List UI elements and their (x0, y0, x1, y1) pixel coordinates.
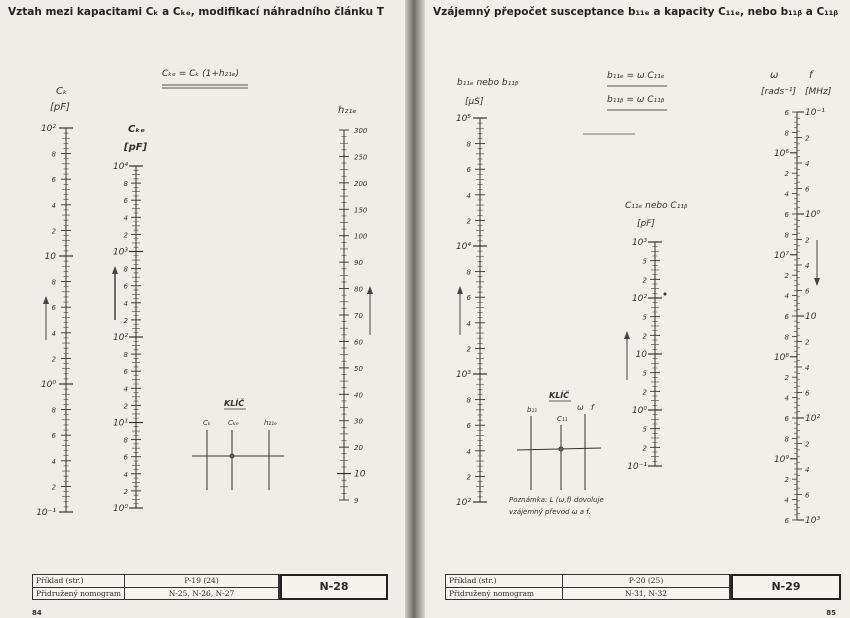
tick-label: 8 (784, 435, 789, 444)
tick-label: 10⁵ (455, 114, 471, 124)
tick-label: 6 (123, 282, 128, 291)
tick-label: 2 (642, 388, 647, 397)
c11-scale-unit: [pF] (637, 219, 655, 229)
tick-label: 6 (784, 109, 789, 117)
key-label-b11: b₁₁ (527, 406, 538, 414)
tick-label: 8 (51, 406, 56, 415)
key-title: KLÍČ (224, 399, 245, 408)
tick-label: 2 (784, 374, 789, 383)
tick-label: 6 (51, 432, 56, 441)
tick-label: 8 (51, 150, 56, 159)
f-scale-label: f (809, 70, 813, 81)
tick-label: 5 (642, 425, 647, 434)
tick-label: 4 (123, 214, 128, 223)
tick-label: 2 (51, 355, 56, 364)
footer-related-label: Přidružený nomogram (446, 587, 563, 599)
tick-label: 10² (455, 498, 471, 508)
tick-label: 10³ (112, 247, 128, 258)
tick-label: 8 (784, 333, 789, 342)
tick-label: 8 (123, 351, 128, 360)
left-page (0, 0, 412, 618)
tick-label: 2 (123, 231, 128, 240)
tick-label: 8 (466, 268, 471, 277)
tick-label: 10² (805, 414, 821, 424)
tick-label: 4 (805, 364, 810, 372)
tick-label: 10² (631, 294, 647, 304)
tick-label: 80 (354, 285, 363, 294)
right-formula-1: b₁₁ₑ = ω C₁₁ₑ (607, 71, 665, 81)
tick-label: 10⁰ (40, 380, 56, 390)
tick-label: 4 (805, 262, 810, 270)
tick-label: 10 (44, 252, 56, 262)
tick-label: 4 (123, 385, 128, 394)
tick-label: 6 (51, 304, 56, 313)
direction-arrow-head (814, 278, 820, 286)
tick-label: 2 (51, 483, 56, 492)
tick-label: 2 (466, 473, 471, 482)
c11-scale-label: C₁₁ₑ nebo C₁₁ᵦ (625, 201, 688, 211)
b11-scale (456, 114, 487, 508)
tick-label: 2 (123, 402, 128, 411)
tick-label: 2 (123, 316, 128, 325)
left-key (192, 397, 284, 490)
tick-label: 10 (354, 469, 366, 480)
tick-label: 6 (805, 389, 810, 398)
tick-label: 200 (354, 179, 368, 188)
tick-label: 4 (466, 447, 471, 456)
tick-label: 6 (123, 197, 128, 206)
right-page (425, 0, 850, 618)
tick-label: 250 (354, 153, 368, 162)
tick-label: 2 (642, 332, 647, 341)
direction-arrow-head (112, 266, 118, 274)
tick-label: 2 (805, 236, 810, 245)
tick-label: 6 (805, 185, 810, 194)
tick-label: 10⁴ (112, 162, 128, 172)
tick-label: 10⁷ (773, 250, 789, 261)
left-page-header: Vztah mezi kapacitami Cₖ a Cₖₑ, modifikací náhradního článku T (8, 6, 384, 18)
tick-label: 4 (784, 394, 789, 403)
tick-label: 10 (635, 350, 647, 360)
right-nomogram (425, 0, 850, 570)
tick-label: 4 (51, 329, 56, 338)
tick-label: 4 (805, 466, 810, 474)
tick-label: 4 (466, 319, 471, 328)
direction-arrow-head (457, 286, 463, 294)
tick-label: 8 (466, 396, 471, 405)
tick-label: 10⁹ (773, 454, 789, 465)
ck-scale-unit: [pF] (50, 102, 70, 113)
tick-label: 8 (123, 436, 128, 445)
tick-label: 4 (784, 292, 789, 301)
tick-label: 10⁰ (805, 210, 821, 220)
tick-label: 150 (354, 206, 368, 215)
tick-label: 4 (123, 299, 128, 308)
note-line-1: Poznámka: L (ω,f) dovoluje (509, 496, 604, 504)
tick-label: 6 (805, 491, 810, 500)
tick-label: 6 (805, 287, 810, 296)
left-formula: Cₖₑ = Cₖ (1+h₂₁ₑ) (162, 69, 240, 79)
tick-label: 5 (642, 257, 647, 266)
tick-label: 10³ (805, 516, 821, 526)
key-label-omega: ω (577, 403, 584, 412)
tick-label: 6 (123, 368, 128, 377)
cke-scale-unit: [pF] (124, 142, 148, 153)
tick-label: 10⁶ (773, 148, 789, 159)
key-label-c11: C₁₁ (557, 415, 568, 423)
h21e-scale (337, 127, 368, 505)
tick-label: 6 (784, 211, 789, 219)
tick-label: 6 (123, 453, 128, 462)
tick-label: 6 (466, 294, 471, 303)
cke-scale (113, 162, 143, 514)
f-scale-unit: [MHz] (805, 87, 832, 97)
tick-label: 2 (642, 444, 647, 453)
direction-arrow-head (624, 331, 630, 339)
tick-label: 6 (466, 166, 471, 175)
tick-label: 4 (123, 470, 128, 479)
tick-label: 10³ (631, 238, 647, 248)
left-nomogram (0, 0, 412, 570)
tick-label: 2 (642, 276, 647, 285)
tick-label: 2 (784, 272, 789, 281)
tick-label: 6 (784, 415, 789, 423)
tick-label: 5 (642, 313, 647, 322)
tick-label: 10² (40, 124, 56, 134)
footer-related-value: N-25, N-26, N-27 (125, 587, 279, 599)
tick-label: 5 (642, 369, 647, 378)
tick-label: 10⁻¹ (627, 462, 647, 472)
footer-example-label: Příklad (str.) (33, 575, 125, 587)
cke-scale-label: Cₖₑ (128, 124, 146, 135)
tick-label: 10 (805, 312, 817, 322)
direction-arrow-head (43, 296, 49, 304)
tick-label: 50 (354, 364, 363, 373)
key-label-ck: Cₖ (203, 419, 211, 427)
tick-label: 8 (51, 278, 56, 287)
tick-label: 2 (805, 440, 810, 449)
tick-label: 10⁸ (773, 352, 789, 363)
footer-related-value: N-31, N-32 (563, 587, 730, 599)
omega-f-scale (774, 108, 825, 526)
tick-label: 2 (123, 487, 128, 496)
b11-scale-unit: [μS] (465, 97, 484, 107)
tick-label: 100 (354, 232, 368, 241)
omega-scale-unit: [rads⁻¹] (761, 87, 796, 97)
right-page-header: Vzájemný přepočet susceptance b₁₁ₑ a kapacity C₁₁ₑ, nebo b₁₁ᵦ a C₁₁ᵦ (433, 6, 839, 18)
tick-label: 20 (354, 444, 363, 453)
key-label-cke: Cₖₑ (228, 419, 239, 427)
tick-label: 2 (466, 217, 471, 226)
tick-label: 8 (784, 231, 789, 240)
right-formula-2: b₁₁ᵦ = ω C₁₁ᵦ (607, 95, 665, 105)
ink-mark (664, 293, 667, 296)
tick-label: 10⁰ (631, 406, 647, 416)
c11-scale (627, 238, 662, 472)
tick-label: 10⁻¹ (805, 108, 825, 118)
tick-label: 4 (784, 496, 789, 505)
tick-label: 6 (51, 176, 56, 185)
tick-label: 70 (354, 312, 363, 320)
tick-label: 4 (51, 201, 56, 210)
key-label-h21e: h₂₁ₑ (264, 419, 277, 427)
omega-scale-label: ω (770, 70, 779, 81)
tick-label: 2 (805, 134, 810, 143)
tick-label: 4 (805, 160, 810, 168)
tick-label: 300 (354, 127, 368, 135)
page-number: 85 (826, 609, 836, 617)
book-gutter (405, 0, 425, 618)
tick-label: 40 (354, 391, 363, 400)
tick-label: 2 (784, 476, 789, 485)
tick-label: 2 (805, 338, 810, 347)
tick-label: 10¹ (112, 418, 128, 429)
tick-label: 2 (784, 170, 789, 179)
key-title: KLÍČ (549, 391, 570, 400)
h21e-scale-label: h₂₁ₑ (338, 105, 357, 116)
tick-label: 6 (784, 517, 789, 525)
tick-label: 10⁰ (112, 504, 128, 514)
right-key (517, 389, 601, 490)
tick-label: 90 (354, 259, 363, 268)
nomogram-number: N-29 (731, 574, 841, 600)
tick-label: 2 (466, 345, 471, 354)
tick-label: 10³ (455, 370, 471, 380)
tick-label: 30 (354, 417, 363, 426)
key-label-f: f (591, 403, 594, 412)
tick-label: 8 (466, 140, 471, 149)
tick-label: 9 (354, 497, 359, 505)
tick-label: 6 (784, 313, 789, 321)
b11-scale-label: b₁₁ₑ nebo b₁₁ᵦ (457, 78, 519, 88)
footer-related-label: Přidružený nomogram (33, 587, 125, 599)
tick-label: 6 (466, 422, 471, 431)
note-line-2: vzájemný převod ω a f. (509, 508, 591, 516)
footer-example-value: P-19 (24) (125, 575, 279, 587)
ck-scale-label: Cₖ (56, 86, 68, 97)
footer-example-value: P-20 (25) (563, 575, 730, 587)
tick-label: 8 (784, 129, 789, 138)
tick-label: 60 (354, 338, 363, 347)
tick-label: 2 (51, 227, 56, 236)
direction-arrow-head (367, 286, 373, 294)
tick-label: 4 (784, 190, 789, 199)
tick-label: 8 (123, 180, 128, 189)
left-footer-table (32, 574, 280, 600)
page-number: 84 (32, 609, 42, 617)
tick-label: 4 (51, 457, 56, 466)
ck-scale (36, 124, 73, 518)
tick-label: 10⁻¹ (36, 508, 56, 518)
tick-label: 8 (123, 265, 128, 274)
tick-label: 10² (112, 333, 128, 343)
footer-example-label: Příklad (str.) (446, 575, 563, 587)
tick-label: 4 (466, 191, 471, 200)
right-footer-table (445, 574, 731, 600)
tick-label: 10⁴ (455, 242, 471, 252)
nomogram-number: N-28 (280, 574, 388, 600)
